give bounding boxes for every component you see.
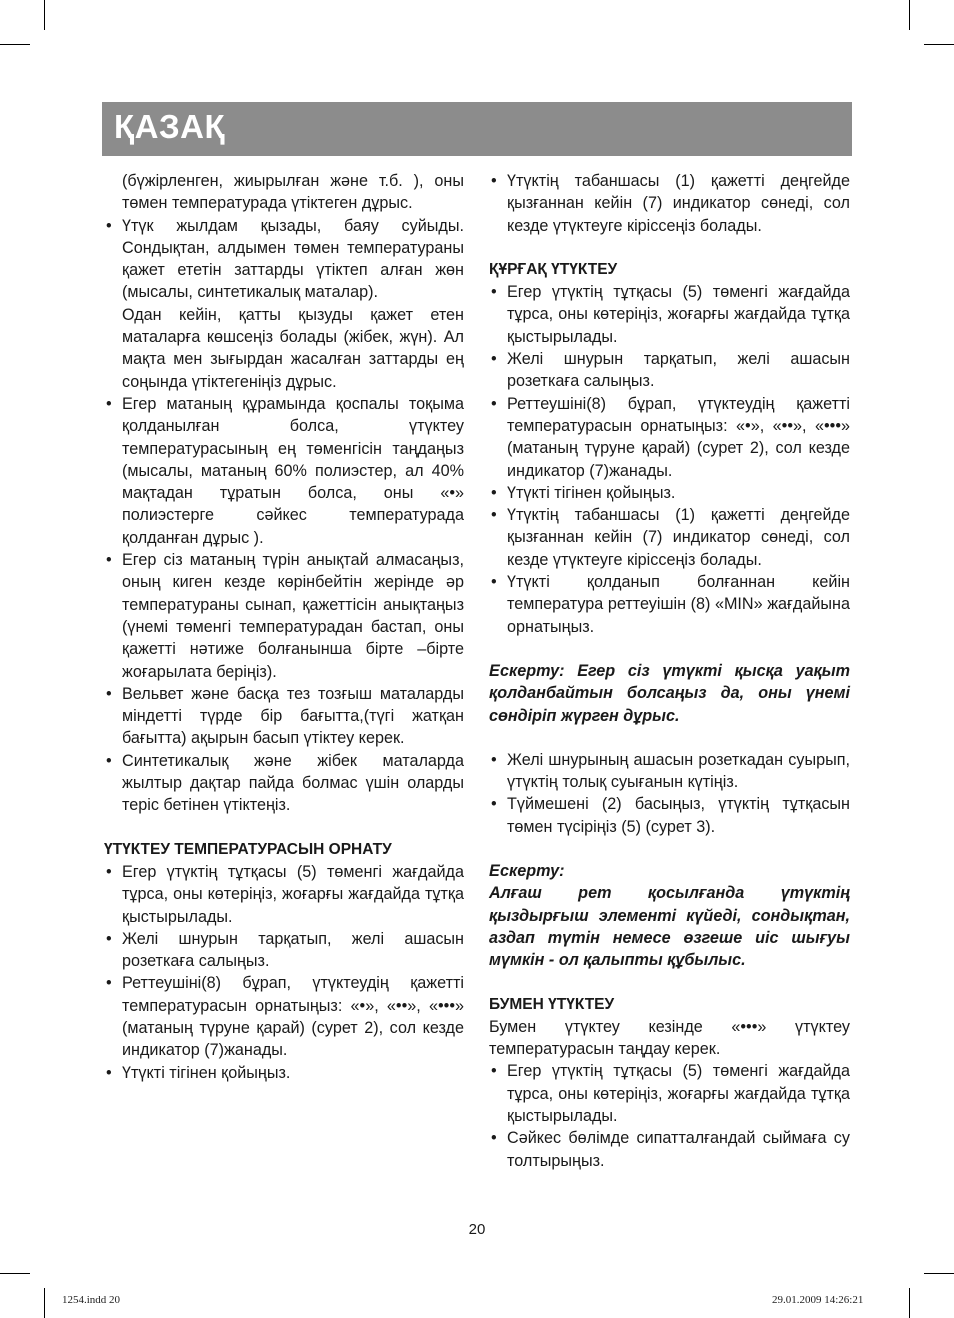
right-column — [489, 170, 850, 1172]
list-item: • Синтетикалық және жібек маталарда жылтыр дақтар пайда болмас үшін оларды теріс бетінен үтіктеңіз. — [104, 750, 464, 817]
list-item: • Үтүкті тігінен қойыңыз. — [104, 1062, 464, 1084]
print-datetime: 29.01.2009 14:26:21 — [772, 1294, 864, 1306]
continued-steps-list — [489, 170, 850, 237]
left-column — [104, 170, 464, 1084]
temperature-steps-list — [104, 861, 464, 1084]
dry-ironing-list — [489, 281, 850, 638]
page-title: ҚАЗАҚ — [114, 108, 226, 145]
list-item: • Вельвет және басқа тез тозғыш маталарды міндетті түрде бір бағытта,(түгі жатқан бағытта) ақырын басып үтіктеу керек. — [104, 683, 464, 750]
crop-mark — [924, 1273, 954, 1274]
unplug-steps-list — [489, 749, 850, 838]
list-item: • Желі шнурын тарқатып, желі ашасын розеткаға салыңыз. — [104, 928, 464, 973]
section-heading-steam-ironing: БУМЕН ҮТҮКТЕУ — [489, 995, 615, 1013]
list-item: • Егер үтүктің тұтқасы (5) төменгі жағдайда тұрса, оны көтеріңіз, жоғарғы жағдайда тұтқа қыстырылады. — [104, 861, 464, 928]
warning-note: Ескерту: Егер сіз үтүкті қысқа уақыт қолданбайтын болсаңыз да, оны үнемі сөндіріп жүрген дұрыс. — [489, 661, 850, 725]
file-slug: 1254.indd 20 — [62, 1294, 121, 1306]
crop-mark — [0, 44, 30, 45]
crop-mark — [909, 0, 910, 30]
list-item: • Үтүктің табаншасы (1) қажетті деңгейде қызғаннан кейін (7) индикатор сөнеді, сол кезде үтүктеуге кіріссеңіз болады. — [489, 170, 850, 237]
list-item — [104, 215, 464, 393]
list-item: • Егер сіз матаның түрін анықтай алмасаңыз, оның киген кезде көрінбейтін жерінде әр температураны сынап, қажеттісін анықтаңыз (үнемі төменгі температурадан бастап, оны қажетті нәтиже болғанынша бірте –бірте жоғарылата беріңіз). — [104, 549, 464, 683]
list-item: • Желі шнурының ашасын розеткадан суырып, үтүктің толық суығанын күтіңіз. — [489, 749, 850, 794]
tips-list — [104, 215, 464, 817]
list-item: • Реттеушіні(8) бұрап, үтүктеудің қажетті температурасын орнатыңыз: «•», «••», «•••» (матаның түруне қарай) (сурет 2), сол кезде индикатор (7)жанады. — [489, 393, 850, 482]
section-heading-temperature: ҮТҮКТЕУ ТЕМПЕРАТУРАСЫН ОРНАТУ — [104, 840, 392, 858]
section-heading-dry-ironing: ҚҰРҒАҚ ҮТҮКТЕУ — [489, 260, 618, 278]
list-item: • Егер үтүктің тұтқасы (5) төменгі жағдайда тұрса, оны көтеріңіз, жоғарғы жағдайда тұтқа қыстырылады. — [489, 281, 850, 348]
list-item: • Реттеушіні(8) бұрап, үтүктеудің қажетті температурасын орнатыңыз: «•», «••», «•••» (матаның түруне қарай) (сурет 2), сол кезде индикатор (7)жанады. — [104, 972, 464, 1061]
crop-mark — [44, 0, 45, 30]
crop-mark — [0, 1273, 30, 1274]
list-item: • Үтүкті тігінен қойыңыз. — [489, 482, 850, 504]
steam-steps-list — [489, 1060, 850, 1171]
intro-paragraph: (бүжірленген, жиырылған және т.б. ), оны төмен температурада үтіктеген дұрыс. — [122, 172, 464, 213]
crop-mark — [909, 1288, 910, 1318]
crop-mark — [924, 44, 954, 45]
caution-title: Ескерту: — [489, 862, 565, 881]
steam-intro-paragraph: Бумен үтүктеу кезінде «•••» үтүктеу температурасын таңдау керек. — [489, 1017, 850, 1059]
list-item: • Егер үтүктің тұтқасы (5) төменгі жағдайда тұрса, оны көтеріңіз, жоғарғы жағдайда тұтқа қыстырылады. — [489, 1060, 850, 1127]
list-item: • Желі шнурын тарқатып, желі ашасын розеткаға салыңыз. — [489, 348, 850, 393]
language-header-bar — [102, 102, 852, 156]
list-item-text: Үтүк жылдам қызады, баяу суйыды. Сондықтан, алдымен төмен температураны қажет ететін заттарды үтіктеп алған жөн (мысалы, синтетикалық маталар). — [122, 216, 464, 302]
list-item: • Түймешені (2) басыңыз, үтүктің тұтқасын төмен түсіріңіз (5) (сурет 3). — [489, 793, 850, 838]
crop-mark — [44, 1288, 45, 1318]
list-item: • Үтүктің табаншасы (1) қажетті деңгейде қызғаннан кейін (7) индикатор сөнеді, сол кезде үтүктеуге кіріссеңіз болады. — [489, 504, 850, 571]
caution-body: Алғаш рет қосылғанда үтүктің қыздырғыш элементі күйеді, сондықтан, аздап түтін немесе өзгеше иіс шығуы мүмкін - ол қалыпты құбылыс. — [489, 884, 850, 970]
list-item: • Үтүкті қолданып болғаннан кейін температура реттеуішін (8) «MIN» жағдайына орнатыңыз. — [489, 571, 850, 638]
list-item: • Егер матаның құрамында қоспалы тоқыма қолданылған болса, үтүктеу температурасының ең төменгісін таңдаңыз (мысалы, матаның 60% полиэстер, ал 40% мақтадан тұратын болса, оны «•» полиэстерге сәйкес температурада қолданған дұрыс ). — [104, 393, 464, 549]
list-item: • Сәйкес бөлімде сипатталғандай сыймаға су толтырыңыз. — [489, 1127, 850, 1172]
page-number: 20 — [468, 1221, 486, 1238]
list-item-continuation: Одан кейін, қатты қызуды қажет етен маталарға көшсеңіз болады (жібек, жүн). Ал мақта мен зығырдан жасалған заттарды ең соңында үтіктегеніңіз дұрыс. — [122, 305, 464, 391]
